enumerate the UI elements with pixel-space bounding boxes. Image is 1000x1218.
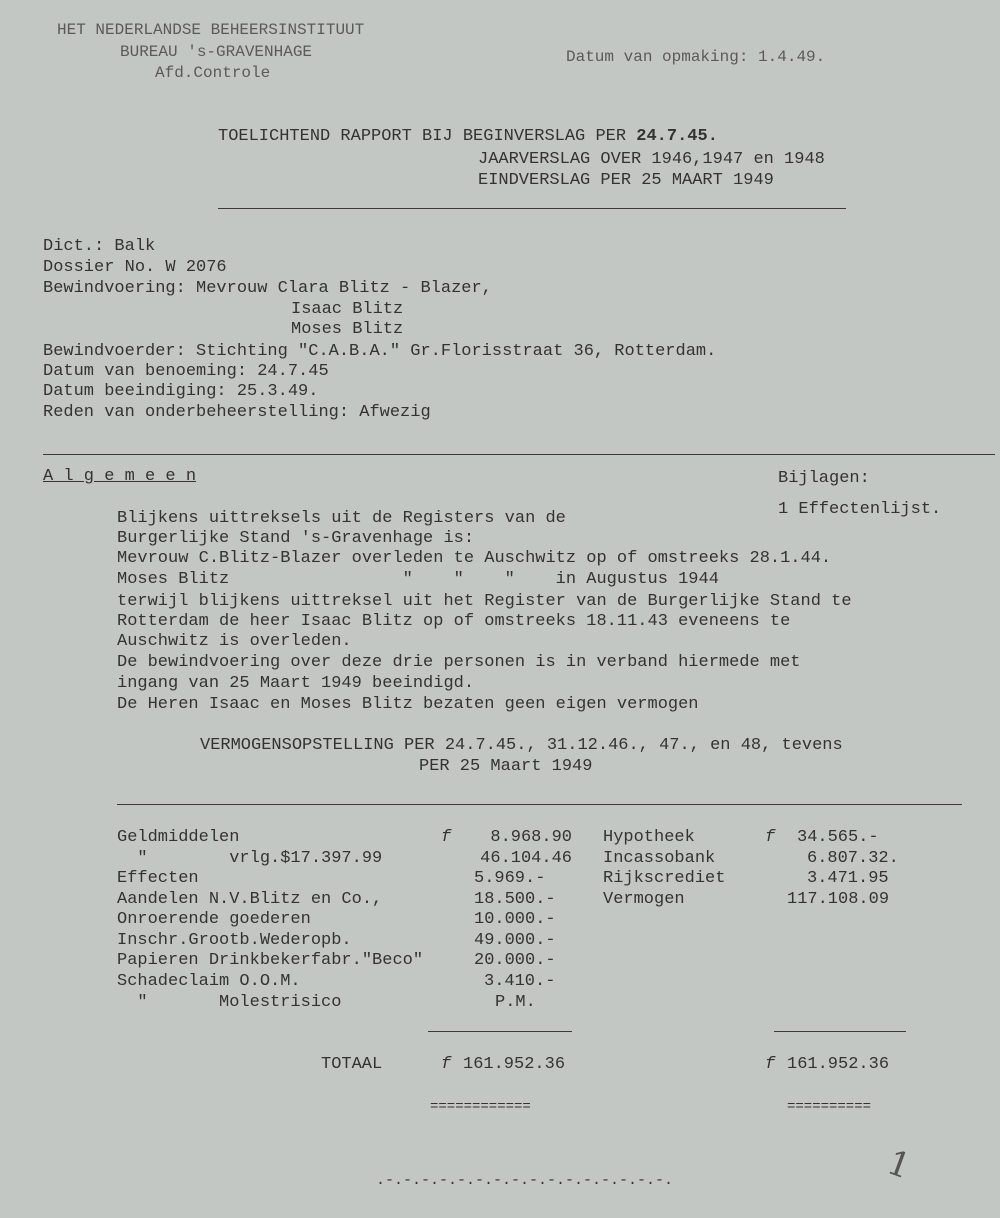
currency-symbol: f	[765, 828, 776, 847]
dossier-number: Dossier No. W 2076	[43, 258, 227, 277]
asset-value: 10.000.-	[474, 910, 556, 929]
liability-value: 117.108.09	[787, 890, 890, 909]
statement-heading-line2: PER 25 Maart 1949	[419, 757, 593, 776]
asset-value: 3.410.-	[484, 972, 556, 991]
institute-name: HET NEDERLANDSE BEHEERSINSTITUUT	[57, 21, 365, 39]
report-title-text: TOELICHTEND RAPPORT BIJ BEGINVERSLAG PER	[218, 127, 637, 146]
asset-label: Inschr.Grootb.Wederopb.	[117, 931, 352, 950]
administrator: Bewindvoerder: Stichting "C.A.B.A." Gr.Florisstraat 36, Rotterdam.	[43, 342, 717, 361]
liability-label: Hypotheek	[603, 828, 695, 847]
asset-value: 18.500.-	[474, 890, 556, 909]
body-line: Moses Blitz " " " in Augustus 1944	[117, 570, 719, 589]
asset-value: 5.969.-	[474, 869, 546, 888]
asset-label: Papieren Drinkbekerfabr."Beco"	[117, 951, 424, 970]
assets-double-rule: ============	[430, 1099, 531, 1115]
liability-label: Rijkscrediet	[603, 869, 726, 888]
date-of-preparation: Datum van opmaking: 1.4.49.	[566, 48, 826, 66]
attachments-label: Bijlagen:	[778, 469, 870, 488]
liability-value: 34.565.-	[797, 828, 879, 847]
asset-value: 20.000.-	[474, 951, 556, 970]
asset-label: Geldmiddelen	[117, 828, 240, 847]
asset-value: 8.968.90	[490, 828, 572, 847]
asset-label: Schadeclaim O.O.M.	[117, 972, 301, 991]
liability-value: 6.807.32.	[807, 849, 899, 868]
liability-label: Incassobank	[603, 849, 716, 868]
body-line: Auschwitz is overleden.	[117, 632, 352, 651]
asset-value: 46.104.46	[480, 849, 572, 868]
asset-label: Effecten	[117, 869, 199, 888]
section-heading: A l g e m e e n	[43, 467, 197, 486]
asset-label: Onroerende goederen	[117, 910, 311, 929]
report-title-date: 24.7.45.	[636, 127, 718, 146]
section-rule	[43, 454, 995, 455]
liabilities-sum-rule	[774, 1031, 906, 1032]
assets-total: 161.952.36	[463, 1055, 566, 1074]
liability-value: 3.471.95	[807, 869, 889, 888]
dictation: Dict.: Balk	[43, 237, 156, 256]
bureau-name: BUREAU 's-GRAVENHAGE	[120, 43, 313, 61]
liability-label: Vermogen	[603, 890, 685, 909]
report-title-line2: JAARVERSLAG OVER 1946,1947 en 1948	[478, 150, 825, 169]
report-title-line3: EINDVERSLAG PER 25 MAART 1949	[478, 171, 774, 190]
body-line: ingang van 25 Maart 1949 beeindigd.	[117, 674, 475, 693]
body-line: Blijkens uittreksels uit de Registers van de	[117, 509, 566, 528]
currency-symbol: f	[765, 1055, 776, 1074]
currency-symbol: f	[441, 828, 452, 847]
administration-subject-3: Moses Blitz	[291, 320, 404, 339]
handwritten-page-mark: 1	[881, 1142, 916, 1188]
liabilities-total: 161.952.36	[787, 1055, 890, 1074]
body-line: terwijl blijkens uittreksel uit het Register van de Burgerlijke Stand te	[117, 592, 852, 611]
statement-rule	[117, 804, 962, 805]
body-line: De Heren Isaac en Moses Blitz bezaten geen eigen vermogen	[117, 695, 699, 714]
reason: Reden van onderbeheerstelling: Afwezig	[43, 403, 431, 422]
title-rule	[218, 208, 846, 209]
asset-value: 49.000.-	[474, 931, 556, 950]
asset-label: " Molestrisico	[117, 993, 342, 1012]
assets-sum-rule	[428, 1031, 572, 1032]
total-label: TOTAAL	[321, 1055, 383, 1074]
department-name: Afd.Controle	[155, 64, 271, 82]
liabilities-double-rule: ==========	[787, 1099, 872, 1115]
asset-label: Aandelen N.V.Blitz en Co.,	[117, 890, 383, 909]
administration-subjects: Bewindvoering: Mevrouw Clara Blitz - Blazer,	[43, 279, 492, 298]
body-line: Mevrouw C.Blitz-Blazer overleden te Auschwitz op of omstreeks 28.1.44.	[117, 549, 832, 568]
body-line: Rotterdam de heer Isaac Blitz op of omstreeks 18.11.43 eveneens te	[117, 612, 791, 631]
attachments-item: 1 Effectenlijst.	[778, 500, 942, 519]
appointment-date: Datum van benoeming: 24.7.45	[43, 362, 329, 381]
report-title-line1	[218, 126, 718, 147]
body-line: Burgerlijke Stand 's-Gravenhage is:	[117, 529, 475, 548]
termination-date: Datum beeindiging: 25.3.49.	[43, 382, 319, 401]
body-line: De bewindvoering over deze drie personen is in verband hiermede met	[117, 653, 801, 672]
statement-heading-line1: VERMOGENSOPSTELLING PER 24.7.45., 31.12.46., 47., en 48, tevens	[200, 736, 843, 755]
asset-value: P.M.	[495, 993, 536, 1012]
footer-dotted-line: .-.-.-.-.-.-.-.-.-.-.-.-.-.-.-.-.	[376, 1172, 674, 1189]
currency-symbol: f	[441, 1055, 452, 1074]
administration-subject-2: Isaac Blitz	[291, 300, 404, 319]
asset-label: " vrlg.$17.397.99	[117, 849, 383, 868]
